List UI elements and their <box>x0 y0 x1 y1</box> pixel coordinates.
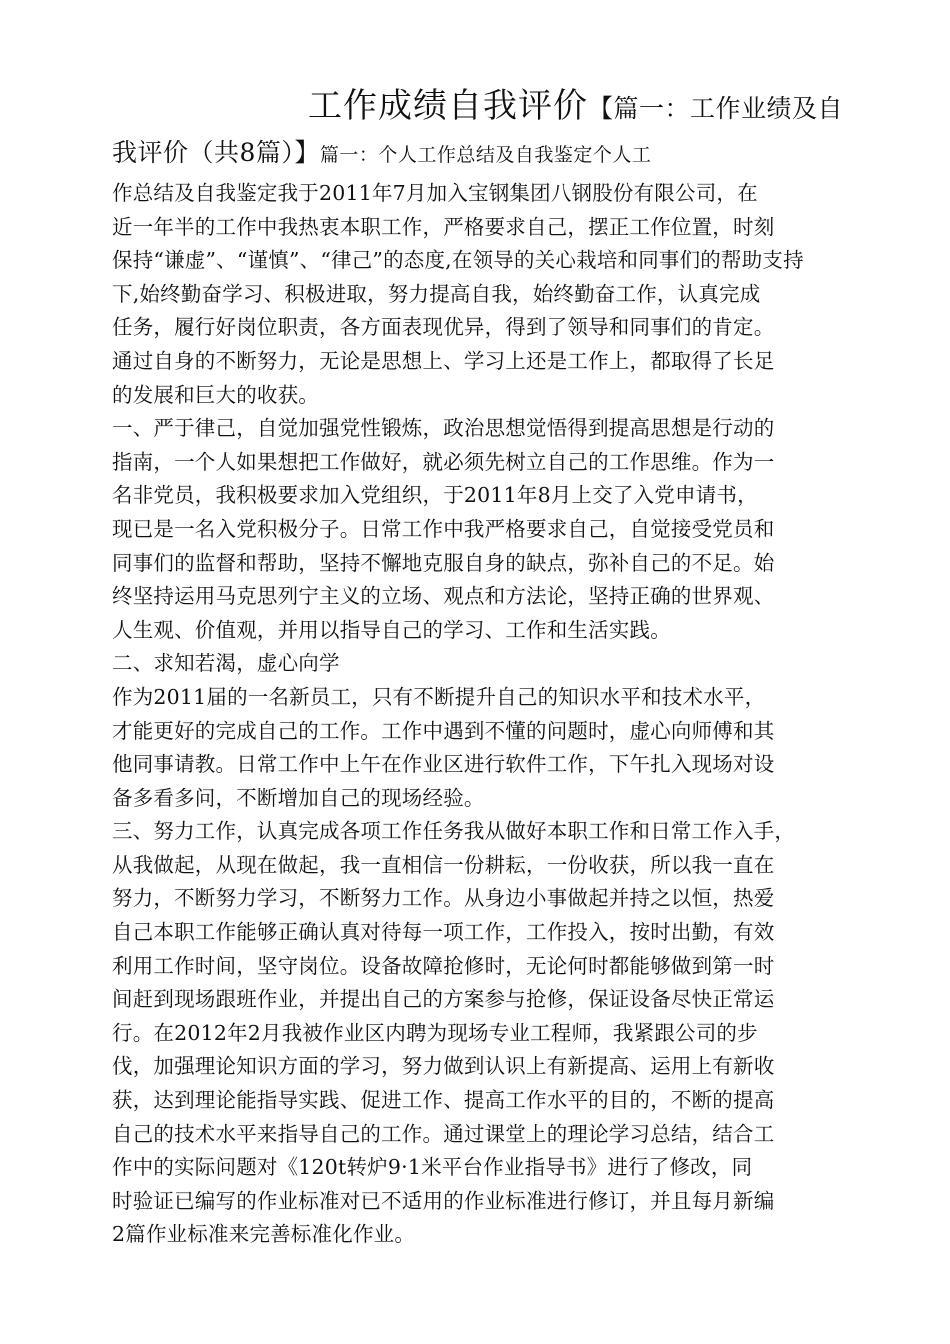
body-line: 保持“谦虚”、“谨慎”、“律己”的态度,在领导的关心栽培和同事们的帮助支持 <box>112 248 804 273</box>
body-line: 自己本职工作能够正确认真对待每一项工作，工作投入，按时出勤，有效 <box>112 920 775 945</box>
body-line: 现已是一名入党积极分子。日常工作中我严格要求自己，自觉接受党员和 <box>112 516 775 541</box>
body-line: 名非党员，我积极要求加入党组织，于2011年8月上交了入党申请书， <box>112 483 758 508</box>
body-line: 获，达到理论能指导实践、促进工作、提高工作水平的目的，不断的提高 <box>112 1088 775 1113</box>
body-line: 时验证已编写的作业标准对已不适用的作业标准进行修订，并且每月新编 <box>112 1188 775 1213</box>
body-line: 才能更好的完成自己的工作。工作中遇到不懂的问题时，虚心向师傅和其 <box>112 718 775 743</box>
body-line: 作中的实际问题对《120t转炉9·1米平台作业指导书》进行了修改，同 <box>112 1155 753 1180</box>
body-line: 自己的技术水平来指导自己的工作。通过课堂上的理论学习总结，结合工 <box>112 1121 775 1146</box>
body-line: 任务，履行好岗位职责，各方面表现优异，得到了领导和同事们的肯定。 <box>112 315 775 340</box>
body-line: 作总结及自我鉴定我于2011年7月加入宝钢集团八钢股份有限公司，在 <box>112 181 758 205</box>
title-tail-text: 篇一：个人工作总结及自我鉴定个人工 <box>319 144 652 166</box>
body-line: 终坚持运用马克思列宁主义的立场、观点和方法论，坚持正确的世界观、 <box>112 584 775 609</box>
body-line: 指南，一个人如果想把工作做好，就必须先树立自己的工作思维。作为一 <box>112 449 775 474</box>
body-line: 利用工作时间，坚守岗位。设备故障抢修时，无论何时都能够做到第一时 <box>112 953 775 978</box>
body-line: 从我做起，从现在做起，我一直相信一份耕耘，一份收获，所以我一直在 <box>112 852 775 877</box>
body-line: 间赶到现场跟班作业，并提出自己的方案参与抢修，保证设备尽快正常运 <box>112 987 775 1012</box>
body-line: 他同事请教。日常工作中上午在作业区进行软件工作，下午扎入现场对设 <box>112 752 775 777</box>
body-line: 二、求知若渴，虚心向学 <box>112 651 340 676</box>
body-line: 行。在2012年2月我被作业区内聘为现场专业工程师，我紧跟公司的步 <box>112 1020 758 1045</box>
title-main: 工作成绩自我评价 <box>308 86 588 126</box>
body-line: 人生观、价值观，并用以指导自己的学习、工作和生活实践。 <box>112 617 671 642</box>
body-line: 备多看多问，不断增加自己的现场经验。 <box>112 785 485 810</box>
body-line: 同事们的监督和帮助，坚持不懈地克服自身的缺点，弥补自己的不足。始 <box>112 550 775 575</box>
body-line: 一、严于律己，自觉加强党性锻炼，政治思想觉悟得到提高思想是行动的 <box>112 416 775 441</box>
body-line: 近一年半的工作中我热衷本职工作，严格要求自己，摆正工作位置，时刻 <box>112 214 775 239</box>
title-subtitle: 【篇一：工作业绩及自我评价（共8篇）】 <box>112 94 844 167</box>
document-page <box>112 84 864 1252</box>
body-line: 下,始终勤奋学习、积极进取，努力提高自我，始终勤奋工作，认真完成 <box>112 281 761 306</box>
body-line: 2篇作业标准来完善标准化作业。 <box>112 1222 416 1247</box>
body-line: 通过自身的不断努力，无论是思想上、学习上还是工作上，都取得了长足 <box>112 348 775 373</box>
document-title <box>112 84 864 177</box>
body-line: 的发展和巨大的收获。 <box>112 382 319 407</box>
body-line: 伐，加强理论知识方面的学习，努力做到认识上有新提高、运用上有新收 <box>112 1054 775 1079</box>
body-line: 三、努力工作，认真完成各项工作任务我从做好本职工作和日常工作入手， <box>112 819 796 844</box>
body-line: 努力，不断努力学习，不断努力工作。从身边小事做起并持之以恒，热爱 <box>112 886 775 911</box>
document-body <box>112 177 864 1252</box>
body-line: 作为2011届的一名新员工，只有不断提升自己的知识水平和技术水平， <box>112 684 766 709</box>
